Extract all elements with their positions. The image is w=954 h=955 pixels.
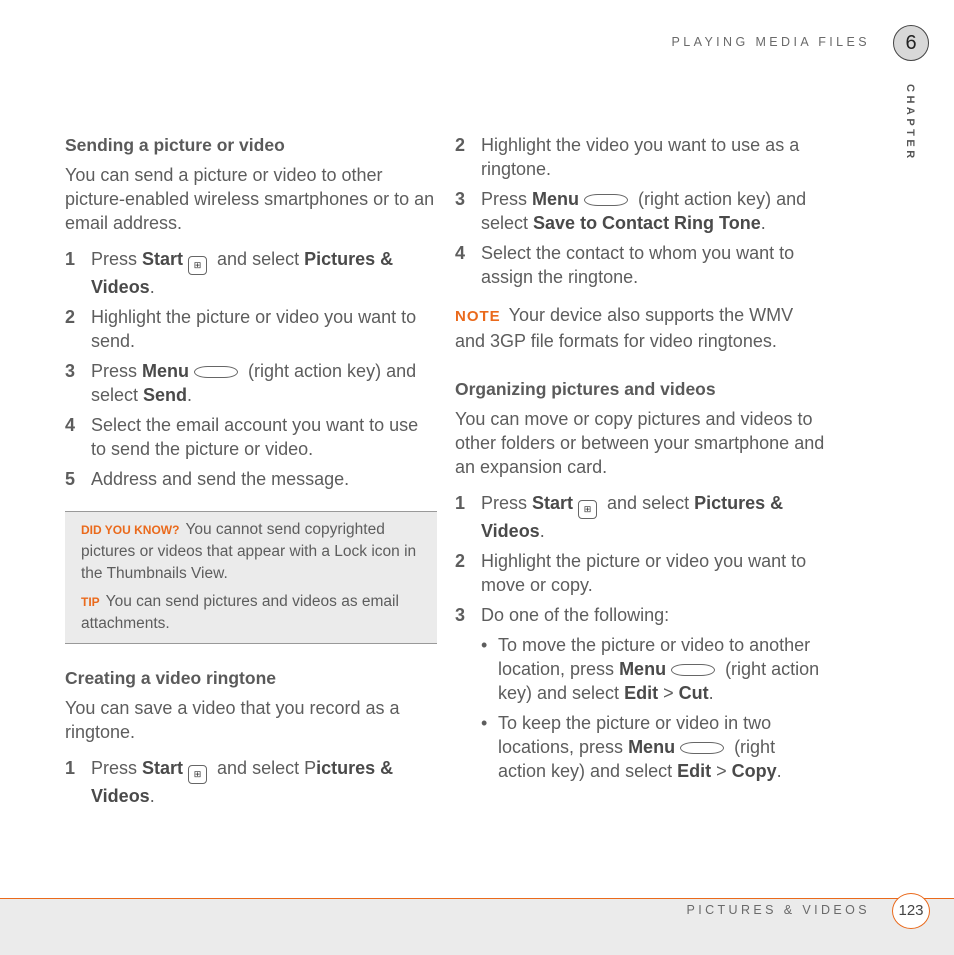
organizing-intro: You can move or copy pictures and videos to other folders or between your smartphone and an expansion card. (455, 409, 825, 477)
chapter-label: CHAPTER (904, 84, 916, 162)
step-text: Highlight the picture or video you want to send. (91, 307, 417, 351)
section-heading-sending: Sending a picture or video (65, 135, 285, 155)
step-number: 5 (65, 469, 76, 489)
bullet-text: To move the picture or video to another location, press Menu (right action key) and select Edit > Cut. (498, 635, 820, 703)
step-text: Select the contact to whom you want to assign the ringtone. (481, 243, 795, 287)
step-item (65, 247, 437, 299)
menu-key-icon (584, 194, 628, 206)
step-text: Do one of the following: (481, 605, 670, 625)
start-key-icon: ⊞ (188, 256, 207, 275)
start-key-icon: ⊞ (188, 765, 207, 784)
note-tag: NOTE (455, 308, 501, 325)
bullet-icon: • (481, 635, 488, 655)
organizing-steps (455, 491, 825, 627)
step-number: 2 (455, 551, 466, 571)
step-number: 2 (65, 307, 76, 327)
ringtone-intro: You can save a video that you record as a ringtone. (65, 698, 400, 742)
step-item (65, 413, 437, 461)
bullet-icon: • (481, 713, 488, 733)
step-item (455, 549, 825, 597)
bullet-item (481, 711, 825, 783)
step-item (455, 241, 825, 289)
sending-steps (65, 247, 437, 491)
step-item (455, 603, 825, 627)
ringtone-steps-continued (455, 133, 825, 289)
section-heading-organizing: Organizing pictures and videos (455, 379, 716, 399)
start-key-icon: ⊞ (578, 500, 597, 519)
sending-intro: You can send a picture or video to other picture-enabled wireless smartphones or to an email address. (65, 165, 435, 233)
section-heading-ringtone: Creating a video ringtone (65, 668, 276, 688)
note-text: Your device also supports the WMV and 3GP file formats for video ringtones. (455, 305, 794, 351)
step-number: 1 (455, 493, 466, 513)
did-you-know-tag: DID YOU KNOW? (81, 523, 180, 537)
footer-section-title: PICTURES & VIDEOS (686, 903, 870, 917)
step-text: Address and send the message. (91, 469, 350, 489)
step-number: 3 (65, 361, 76, 381)
step-text: Press Start ⊞ and select Pictures & Videos. (91, 758, 394, 806)
step-number: 4 (455, 243, 466, 263)
step-text: Highlight the picture or video you want to move or copy. (481, 551, 807, 595)
bullet-text: To keep the picture or video in two locations, press Menu (right action key) and select Edit > Copy. (498, 713, 782, 781)
step-number: 3 (455, 189, 466, 209)
tip-tag: TIP (81, 595, 100, 609)
step-item (455, 133, 825, 181)
chapter-number-badge: 6 (893, 25, 929, 61)
step-text: Press Start ⊞ and select Pictures & Videos. (481, 493, 784, 541)
page-number: 123 (892, 893, 930, 929)
step-text: Highlight the video you want to use as a ringtone. (481, 135, 800, 179)
option-bullets (481, 633, 825, 783)
right-column (455, 133, 825, 789)
step-number: 3 (455, 605, 466, 625)
bullet-item (481, 633, 825, 705)
ringtone-steps (65, 756, 437, 808)
step-text: Press Start ⊞ and select Pictures & Videos. (91, 249, 394, 297)
step-number: 2 (455, 135, 466, 155)
tip-text: You can send pictures and videos as email attachments. (81, 593, 399, 632)
step-item (65, 756, 437, 808)
running-head: PLAYING MEDIA FILES (671, 35, 870, 49)
step-item (455, 491, 825, 543)
step-item (65, 359, 437, 407)
menu-key-icon (680, 742, 724, 754)
step-text: Select the email account you want to use to send the picture or video. (91, 415, 419, 459)
step-number: 1 (65, 249, 76, 269)
note (455, 303, 825, 353)
did-you-know-text: You cannot send copyrighted pictures or videos that appear with a Lock icon in the Thumbnails View. (81, 521, 417, 582)
step-text: Press Menu (right action key) and select Save to Contact Ring Tone. (481, 189, 807, 233)
step-number: 4 (65, 415, 76, 435)
left-column (65, 133, 437, 814)
step-item (455, 187, 825, 235)
did-you-know-callout (65, 511, 437, 644)
menu-key-icon (194, 366, 238, 378)
menu-key-icon (671, 664, 715, 676)
step-item (65, 305, 437, 353)
step-number: 1 (65, 758, 76, 778)
step-text: Press Menu (right action key) and select Send. (91, 361, 417, 405)
tip (81, 591, 423, 635)
step-item (65, 467, 437, 491)
did-you-know (81, 519, 423, 585)
